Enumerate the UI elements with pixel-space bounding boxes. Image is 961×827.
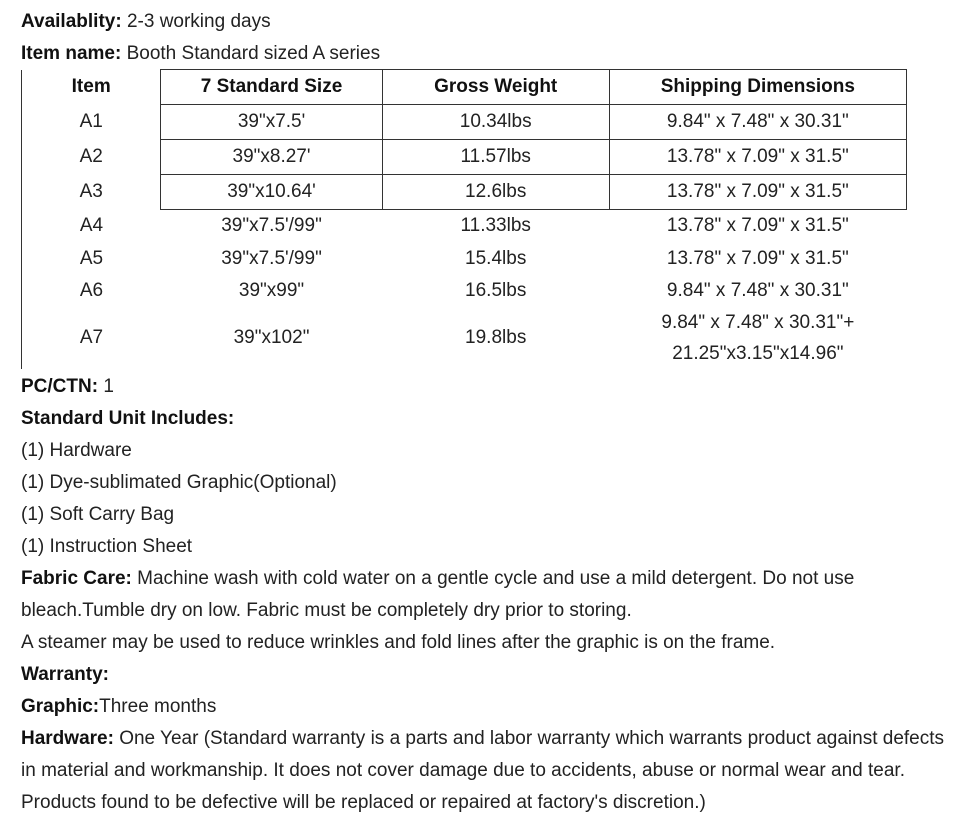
cell-item: A7 [22,307,161,369]
graphic-warranty-line [21,691,951,723]
cell-size: 39"x10.64' [161,175,382,210]
cell-item: A2 [22,140,161,175]
table-row [22,243,907,275]
cell-item: A5 [22,243,161,275]
product-specs-top [21,6,951,70]
cell-item: A1 [22,105,161,140]
cell-weight: 15.4lbs [465,247,527,269]
cell-dims: 9.84" x 7.48" x 30.31" [609,105,906,140]
cell-weight: 12.6lbs [382,175,609,210]
cell-dims: 13.78" x 7.09" x 31.5" [609,175,906,210]
cell-size: 39"x7.5' [161,105,382,140]
availability-label: Availablity: [21,11,122,32]
graphic-label: Graphic: [21,696,100,717]
table-row [22,275,907,307]
cell-dims: 13.78" x 7.09" x 31.5" [666,247,849,269]
cell-size: 39"x7.5'/99" [221,247,322,269]
cell-weight: 19.8lbs [465,326,527,348]
header-item: Item [22,70,161,105]
pc-ctn-label: PC/CTN: [21,376,99,397]
includes-label: Standard Unit Includes: [21,408,235,429]
spec-table [21,69,907,369]
list-item: (1) Hardware [21,440,132,461]
item-name-label: Item name: [21,43,122,64]
header-dims: Shipping Dimensions [609,70,906,105]
cell-dims: 13.78" x 7.09" x 31.5" [609,140,906,175]
cell-item: A6 [22,275,161,307]
list-item: (1) Instruction Sheet [21,536,193,557]
table-row [22,105,907,140]
cell-dims-line1: 9.84" x 7.48" x 30.31"+ [661,311,855,333]
fabric-care-label: Fabric Care: [21,568,132,589]
cell-dims [609,307,906,369]
fabric-care-paragraph [21,563,951,627]
list-item: (1) Dye-sublimated Graphic(Optional) [21,472,337,493]
cell-size: 39"x8.27' [161,140,382,175]
warranty-label: Warranty: [21,664,109,685]
hardware-label: Hardware: [21,728,114,749]
cell-weight: 11.57lbs [382,140,609,175]
item-name-value: Booth Standard sized A series [121,43,381,64]
cell-dims: 13.78" x 7.09" x 31.5" [666,215,849,237]
cell-dims: 9.84" x 7.48" x 30.31" [666,279,849,301]
item-name-line [21,38,951,70]
graphic-value: Three months [99,696,217,717]
hardware-value: One Year (Standard warranty is a parts and labor warranty which warrants product against defects in material and workmanship. It does not cover damage due to accidents, abuse or normal wear and tear. Products found to be defective will be replaced or repaired at factory's discretion.) [21,728,945,813]
table-row [22,175,907,210]
includes-heading [21,403,951,435]
hardware-warranty-paragraph [21,723,951,819]
pc-ctn-value: 1 [98,376,114,397]
list-item: (1) Soft Carry Bag [21,504,175,525]
fabric-care-value: Machine wash with cold water on a gentle cycle and use a mild detergent. Do not use bleach.Tumble dry on low. Fabric must be completely dry prior to storing. [21,568,855,621]
cell-weight: 11.33lbs [460,215,531,237]
pc-ctn-line [21,371,951,403]
cell-item: A3 [22,175,161,210]
cell-size: 39"x7.5'/99" [221,215,322,237]
cell-weight: 16.5lbs [465,279,527,301]
fabric-care-extra: A steamer may be used to reduce wrinkles and fold lines after the graphic is on the frame. [21,632,776,653]
table-row [22,210,907,243]
table-header-row [22,70,907,105]
header-weight: Gross Weight [382,70,609,105]
product-specs-bottom [21,371,951,819]
cell-item: A4 [22,210,161,243]
header-size: 7 Standard Size [161,70,382,105]
availability-line [21,6,951,38]
cell-dims-line2: 21.25"x3.15"x14.96" [672,342,844,364]
cell-weight: 10.34lbs [382,105,609,140]
table-row [22,140,907,175]
warranty-heading [21,659,951,691]
availability-value: 2-3 working days [121,11,271,32]
table-row [22,307,907,369]
cell-size: 39"x102" [233,326,310,348]
cell-size: 39"x99" [238,279,305,301]
